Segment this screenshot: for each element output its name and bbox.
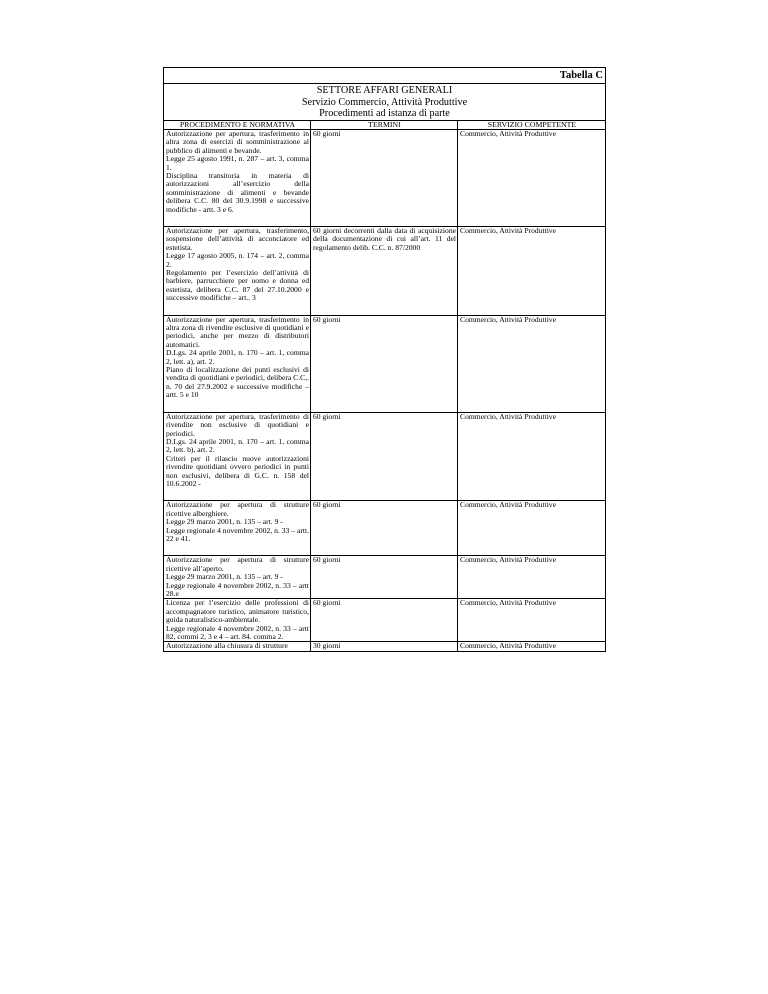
heading-sector: SETTORE AFFARI GENERALI bbox=[316, 85, 453, 96]
procedimento-text: Regolamento per l’esercizio dell’attività di barbiere, parrucchiere per uomo e donna ed estetista, delibera C.C. 87 del 27.10.2000 e successive modifiche – art.. 3 bbox=[166, 268, 309, 303]
procedimento-cell bbox=[164, 556, 311, 599]
procedimento-text: Legge regionale 4 novembre 2002, n. 33 – artt. 22 e 41. bbox=[166, 525, 309, 543]
table-row bbox=[164, 501, 606, 556]
procedimento-text: Autorizzazione per apertura di strutture ricettive all’aperto. bbox=[166, 555, 309, 573]
termini-cell: 60 giorni bbox=[311, 501, 458, 556]
procedimento-text: Autorizzazione per apertura, trasferimento in altra zona di rivendite esclusive di quotidiani e periodici, anche per mezzo di distributori automatici. bbox=[166, 314, 309, 349]
procedimento-cell bbox=[164, 599, 311, 642]
servizio-cell: Commercio, Attività Produttive bbox=[458, 412, 606, 501]
procedimento-cell bbox=[164, 315, 311, 412]
row-spacer bbox=[166, 543, 309, 555]
termini-cell: 60 giorni decorrenti dalla data di acquisizione della documentazione di cui all’art. 11 del regolamento delib. C.C. n. 87/2000 bbox=[311, 226, 458, 315]
table-row bbox=[164, 599, 606, 642]
row-spacer bbox=[166, 214, 309, 226]
procedimento-text: Legge 17 agosto 2005, n. 174 – art. 2, comma 2. bbox=[166, 251, 309, 269]
procedimento-text: Autorizzazione per apertura, trasferimento in altra zona di esercizi di somministrazione al pubblico di alimenti e bevande. bbox=[166, 128, 309, 155]
termini-cell: 60 giorni bbox=[311, 315, 458, 412]
procedimento-cell bbox=[164, 226, 311, 315]
heading-service: Servizio Commercio, Attività Produttive bbox=[301, 96, 468, 108]
termini-cell: 60 giorni bbox=[311, 412, 458, 501]
procedimento-text: Legge regionale 4 novembre 2002, n. 33 – artt 82, commi 2, 3 e 4 – art. 84. comma 2. bbox=[166, 623, 309, 642]
procedimento-text: Licenza per l’esercizio delle professioni di accompagnatore turistico, animatore turistico, guida naturalistico-ambientale. bbox=[166, 598, 309, 625]
heading-row bbox=[164, 84, 606, 121]
servizio-cell: Commercio, Attività Produttive bbox=[458, 501, 606, 556]
termini-cell: 60 giorni bbox=[311, 129, 458, 226]
procedures-table bbox=[163, 67, 606, 652]
procedimento-text: Legge 25 agosto 1991, n. 287 – art. 3, comma 1. bbox=[166, 154, 309, 172]
procedimento-text: Autorizzazione per apertura, trasferimento, sospensione dell’attività di acconciatore ed estetista. bbox=[166, 225, 309, 252]
termini-cell: 60 giorni bbox=[311, 556, 458, 599]
servizio-cell: Commercio, Attività Produttive bbox=[458, 642, 606, 651]
table-row bbox=[164, 129, 606, 226]
procedimento-text: Disciplina transitoria in materia di autorizzazioni all’esercizio della somministrazione di alimenti e bevande delibera C.C. 80 del 30.9.1998 e successive modifiche - artt. 3 e 6. bbox=[166, 170, 309, 214]
table-row bbox=[164, 315, 606, 412]
termini-cell: 60 giorni bbox=[311, 599, 458, 642]
column-header-procedimento: PROCEDIMENTO E NORMATIVA bbox=[164, 120, 311, 129]
procedimento-text: Autorizzazione alla chiusura di strutture bbox=[166, 641, 288, 651]
document-table bbox=[163, 67, 605, 652]
procedimento-text: D.Lgs. 24 aprile 2001, n. 170 – art. 1, comma 2, lett. b), art. 2. bbox=[166, 436, 309, 455]
servizio-cell: Commercio, Attività Produttive bbox=[458, 556, 606, 599]
table-row bbox=[164, 556, 606, 599]
column-header-termini: TERMINI bbox=[311, 120, 458, 129]
termini-cell: 30 giorni bbox=[311, 642, 458, 651]
procedimento-text: Legge regionale 4 novembre 2002, n. 33 – artt 28.e bbox=[166, 580, 309, 598]
procedimento-text: Legge 29 marzo 2001, n. 135 – art. 9 - bbox=[166, 517, 283, 527]
procedimento-cell bbox=[164, 412, 311, 501]
table-row bbox=[164, 226, 606, 315]
procedimento-cell bbox=[164, 129, 311, 226]
procedimento-text: Piano di localizzazione dei punti esclusivi di vendita di quotidiani e periodici, delibera C.C,. n. 70 del 27.9.2002 e successive modifiche – artt. 5 e 10 bbox=[166, 365, 309, 400]
row-spacer bbox=[166, 400, 309, 412]
servizio-cell: Commercio, Attività Produttive bbox=[458, 226, 606, 315]
row-spacer bbox=[166, 488, 309, 500]
procedimento-text: D.Lgs. 24 aprile 2001, n. 170 – art. 1, comma 2, lett. a), art. 2. bbox=[166, 348, 309, 366]
servizio-cell: Commercio, Attività Produttive bbox=[458, 129, 606, 226]
row-spacer bbox=[166, 303, 309, 315]
table-row bbox=[164, 412, 606, 501]
heading bbox=[164, 84, 606, 121]
column-header-row bbox=[164, 120, 606, 129]
procedimento-text: Autorizzazione per apertura, trasferimento di rivendite non esclusive di quotidiani e periodici. bbox=[166, 411, 309, 438]
table-row bbox=[164, 642, 606, 651]
procedimento-text: Legge 29 marzo 2001, n. 135 – art. 9 - bbox=[166, 572, 283, 582]
procedimento-text: Autorizzazione per apertura di strutture ricettive alberghiere. bbox=[166, 500, 309, 518]
table-label-row bbox=[164, 68, 606, 84]
procedimento-cell bbox=[164, 642, 311, 651]
table-label: Tabella C bbox=[164, 68, 606, 84]
procedimento-cell bbox=[164, 501, 311, 556]
heading-subtitle: Procedimenti ad istanza di parte bbox=[319, 108, 450, 119]
servizio-cell: Commercio, Attività Produttive bbox=[458, 315, 606, 412]
servizio-cell: Commercio, Attività Produttive bbox=[458, 599, 606, 642]
procedimento-text: Criteri per il rilascio nuove autorizzazioni rivendite quotidiani ovvero periodici in punti non esclusivi, delibera di G.C. n. 158 del 10.6.2002 - bbox=[166, 453, 309, 488]
column-header-servizio: SERVIZIO COMPETENTE bbox=[458, 120, 606, 129]
